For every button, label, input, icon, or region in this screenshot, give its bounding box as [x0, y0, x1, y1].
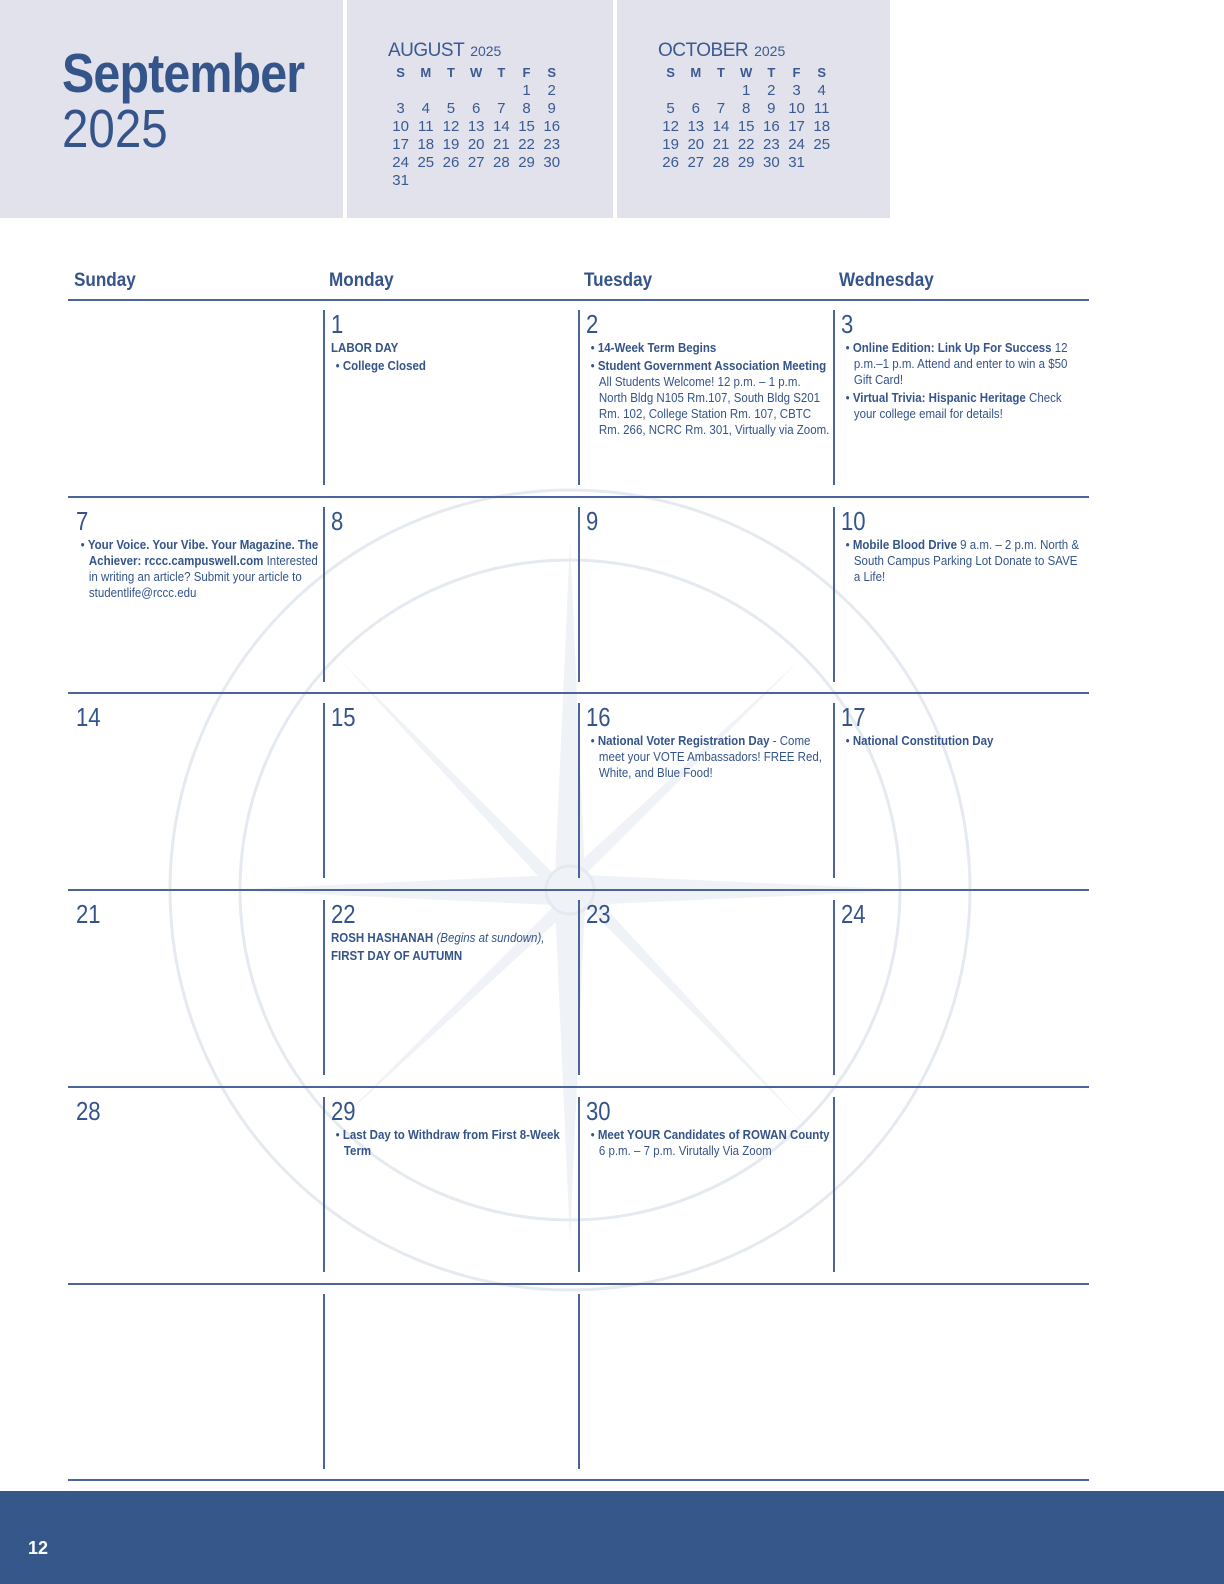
grid-divider: [68, 889, 1089, 891]
grid-column-divider: [323, 900, 325, 1075]
header-panel-month: [0, 0, 343, 218]
calendar-day-cell: [841, 703, 1086, 749]
calendar-day-cell: [76, 507, 321, 601]
bullet-icon: •: [845, 734, 853, 748]
mini-calendar-dow: M: [420, 65, 432, 80]
calendar-day-cell: [76, 900, 321, 930]
mini-calendar-day: 24: [392, 154, 409, 171]
mini-calendar-day: [708, 82, 733, 100]
grid-column-divider: [323, 1294, 325, 1469]
mini-calendar-day: 30: [543, 154, 561, 171]
grid-column-divider: [578, 703, 580, 878]
mini-calendar-year: 2025: [470, 43, 502, 59]
calendar-day-cell: [331, 310, 576, 374]
day-number: 17: [841, 702, 866, 732]
mini-calendar-day: 8: [741, 100, 751, 117]
day-number: 10: [841, 506, 866, 536]
mini-calendar-day: [658, 82, 683, 100]
calendar-day-cell: [841, 310, 1086, 422]
mini-calendar-day: 22: [737, 136, 755, 153]
bullet-icon: •: [335, 359, 343, 373]
grid-column-divider: [323, 1097, 325, 1272]
mini-calendar-day: 12: [662, 118, 679, 135]
event-title: Last Day to Withdraw from First 8-Week Term: [342, 1128, 560, 1158]
event-title: ROSH HASHANAH: [331, 931, 434, 945]
event-title: Online Edition: Link Up For Success: [852, 341, 1052, 355]
mini-calendar-day: 10: [392, 118, 409, 135]
day-number: 9: [586, 506, 599, 536]
mini-calendar-day: 9: [767, 100, 776, 117]
mini-calendar-day: 11: [417, 118, 434, 135]
grid-column-divider: [833, 310, 835, 485]
calendar-day-cell: [76, 703, 321, 733]
day-header-tuesday: Tuesday: [584, 270, 653, 291]
mini-calendar-day: 1: [522, 82, 531, 99]
day-number: 30: [586, 1096, 611, 1126]
grid-column-divider: [578, 507, 580, 682]
mini-calendar-day: 12: [442, 118, 460, 135]
page-number: 12: [28, 1538, 49, 1558]
mini-calendar-day: 19: [662, 136, 679, 153]
mini-calendar-day: 20: [687, 136, 705, 153]
day-number: 16: [586, 702, 611, 732]
mini-calendar-day: 21: [712, 136, 730, 153]
mini-calendar-day: 2: [547, 82, 556, 99]
grid-divider: [68, 1479, 1089, 1481]
calendar-event: [841, 537, 1085, 585]
mini-calendar-day: 5: [666, 100, 675, 117]
day-number: 15: [331, 702, 356, 732]
mini-calendar-dow: T: [446, 65, 455, 80]
mini-calendar-day: 29: [737, 154, 755, 171]
day-number: 14: [76, 702, 101, 732]
mini-calendar-day: 15: [518, 118, 535, 135]
grid-divider: [68, 1086, 1089, 1088]
mini-calendar-day: 29: [518, 154, 535, 171]
page-title-month: September: [62, 42, 305, 104]
mini-calendar-day: 18: [417, 136, 435, 153]
mini-calendar-day: [683, 82, 708, 100]
footer-bar: [0, 1491, 1224, 1584]
mini-calendar-day: 18: [813, 118, 831, 135]
event-details: All Students Welcome! 12 p.m. – 1 p.m. North Bldg N105 Rm.107, South Bldg S201 Rm. 102, College Station Rm. 107, CBTC Rm. 266, NCRC Rm. 301, Virtually via Zoom.: [598, 375, 830, 437]
event-title: Student Government Association Meeting: [597, 359, 827, 373]
event-title: National Voter Registration Day: [597, 734, 770, 748]
mini-calendar-day: 4: [817, 82, 826, 99]
mini-calendar-dow: S: [396, 65, 405, 80]
mini-calendar-dow: T: [767, 65, 776, 80]
mini-calendar-day: 21: [493, 136, 510, 153]
event-details: 9 a.m. – 2 p.m. North & South Campus Parking Lot Donate to SAVE a Life!: [853, 538, 1080, 584]
mini-calendar-day: 19: [442, 136, 460, 153]
mini-calendar-grid: [388, 64, 564, 190]
event-title: Virtual Trivia: Hispanic Heritage: [852, 391, 1026, 405]
mini-calendar-day: 10: [788, 100, 805, 117]
mini-calendar-day: 31: [788, 154, 805, 171]
mini-calendar-day: 15: [737, 118, 755, 135]
mini-calendar-month: AUGUST: [388, 40, 465, 61]
calendar-event: [586, 340, 830, 356]
event-details: Check your college email for details!: [853, 391, 1062, 421]
mini-calendar-day: 3: [792, 82, 801, 99]
grid-divider: [68, 1283, 1089, 1285]
grid-column-divider: [833, 703, 835, 878]
day-number: 28: [76, 1096, 101, 1126]
mini-calendar-day: 17: [788, 118, 805, 135]
mini-calendar-day: [388, 82, 413, 100]
mini-calendar-day: 6: [691, 100, 700, 117]
mini-calendar-day: 5: [446, 100, 456, 117]
grid-column-divider: [578, 310, 580, 485]
mini-calendar-day: 23: [543, 136, 561, 153]
mini-calendar-dow: F: [792, 65, 801, 80]
grid-divider: [68, 692, 1089, 694]
event-title: College Closed: [342, 359, 426, 373]
calendar-day-cell: [586, 900, 831, 930]
event-title: 14-Week Term Begins: [597, 341, 717, 355]
grid-divider: [68, 496, 1089, 498]
day-header-sunday: Sunday: [74, 270, 136, 291]
bullet-icon: •: [590, 341, 598, 355]
calendar-event: [331, 1127, 575, 1159]
event-note: (Begins at sundown),: [436, 931, 545, 945]
calendar-event: [331, 340, 575, 356]
calendar-day-cell: [586, 507, 831, 537]
calendar-day-cell: [841, 507, 1086, 585]
day-number: 1: [331, 309, 344, 339]
mini-calendar-day: 9: [547, 100, 556, 117]
mini-calendar-dow: T: [497, 65, 506, 80]
mini-calendar-dow: T: [716, 65, 725, 80]
day-number: 29: [331, 1096, 356, 1126]
grid-column-divider: [323, 310, 325, 485]
event-details: 6 p.m. – 7 p.m. Virutally Via Zoom: [598, 1144, 772, 1158]
calendar-event: [331, 930, 575, 946]
bullet-icon: •: [590, 1128, 598, 1142]
mini-calendar-day: 3: [396, 100, 405, 117]
calendar-event: [841, 733, 1085, 749]
bullet-icon: •: [845, 538, 853, 552]
mini-calendar-dow: F: [522, 65, 531, 80]
calendar-event: [331, 358, 575, 374]
day-number: 3: [841, 309, 854, 339]
grid-column-divider: [833, 507, 835, 682]
mini-calendar-day: 6: [471, 100, 481, 117]
mini-calendar-dow: S: [817, 65, 827, 80]
mini-calendar-day: 13: [687, 118, 705, 135]
mini-calendar-day: 2: [767, 82, 776, 99]
event-details: - Come meet your VOTE Ambassadors! FREE Red, White, and Blue Food!: [598, 734, 822, 780]
mini-calendar-day: 20: [467, 136, 485, 153]
calendar-day-cell: [331, 507, 576, 537]
grid-column-divider: [323, 703, 325, 878]
mini-calendar-day: 26: [442, 154, 460, 171]
bullet-icon: •: [80, 538, 88, 552]
day-number: 21: [76, 899, 101, 929]
calendar-day-cell: [586, 310, 831, 438]
calendar-event: [586, 1127, 830, 1159]
calendar-day-cell: [76, 310, 321, 312]
calendar-event: [841, 390, 1085, 422]
calendar-event: [586, 733, 830, 781]
mini-calendar-day: 28: [493, 154, 510, 171]
mini-calendar-title: [388, 40, 564, 64]
mini-calendar-october: [658, 40, 834, 172]
mini-calendar-day: 14: [493, 118, 510, 135]
event-title: LABOR DAY: [331, 341, 399, 355]
mini-calendar-day: 16: [763, 118, 780, 135]
mini-calendar-day: 1: [741, 82, 751, 99]
event-title: Mobile Blood Drive: [852, 538, 957, 552]
mini-calendar-day: 14: [712, 118, 730, 135]
grid-column-divider: [323, 507, 325, 682]
event-title: FIRST DAY OF AUTUMN: [331, 949, 463, 963]
mini-calendar-dow: W: [740, 65, 753, 80]
event-details: 12 p.m.–1 p.m. Attend and enter to win a $50 Gift Card!: [853, 341, 1068, 387]
day-number: 24: [841, 899, 866, 929]
calendar-event: [331, 948, 575, 964]
mini-calendar-day: 27: [687, 154, 705, 171]
mini-calendar-day: 4: [421, 100, 430, 117]
day-header-monday: Monday: [329, 270, 394, 291]
calendar-day-cell: [586, 703, 831, 781]
mini-calendar-day: [489, 82, 514, 100]
grid-column-divider: [578, 1294, 580, 1469]
bullet-icon: •: [335, 1128, 343, 1142]
calendar-event: [76, 537, 320, 601]
bullet-icon: •: [845, 391, 853, 405]
mini-calendar-day: 24: [788, 136, 805, 153]
event-details: Interested in writing an article? Submit your article to studentlife@rccc.edu: [88, 554, 318, 600]
calendar-day-cell: [841, 900, 1086, 930]
mini-calendar-title: [658, 40, 834, 64]
mini-calendar-dow: S: [547, 65, 557, 80]
mini-calendar-day: [413, 82, 438, 100]
mini-calendar-dow: W: [470, 65, 483, 80]
mini-calendar-year: 2025: [754, 43, 786, 59]
calendar-day-cell: [76, 1097, 321, 1127]
mini-calendar-day: 8: [522, 100, 531, 117]
mini-calendar-day: 27: [467, 154, 485, 171]
event-title: National Constitution Day: [852, 734, 994, 748]
bullet-icon: •: [590, 734, 598, 748]
mini-calendar-day: 26: [662, 154, 679, 171]
mini-calendar-day: 28: [712, 154, 730, 171]
grid-column-divider: [578, 1097, 580, 1272]
day-number: 2: [586, 309, 599, 339]
mini-calendar-day: 22: [518, 136, 535, 153]
grid-column-divider: [833, 1097, 835, 1272]
grid-divider: [68, 299, 1089, 301]
mini-calendar-day: 25: [417, 154, 435, 171]
mini-calendar-dow: M: [690, 65, 702, 80]
page-title-year: 2025: [62, 99, 168, 159]
mini-calendar-dow: S: [666, 65, 675, 80]
mini-calendar-day: 16: [543, 118, 561, 135]
mini-calendar-day: 13: [467, 118, 485, 135]
calendar-event: [586, 358, 830, 438]
grid-column-divider: [833, 900, 835, 1075]
grid-column-divider: [578, 900, 580, 1075]
calendar-day-cell: [586, 1097, 831, 1159]
day-header-wednesday: Wednesday: [839, 270, 934, 291]
calendar-day-cell: [331, 1097, 576, 1159]
event-title: Your Voice. Your Vibe. Your Magazine. The Achiever: rccc.campuswell.com: [87, 538, 319, 568]
mini-calendar-day: 7: [716, 100, 726, 117]
mini-calendar-day: [438, 82, 463, 100]
mini-calendar-day: 31: [392, 172, 409, 189]
day-number: 8: [331, 506, 344, 536]
mini-calendar-day: 30: [763, 154, 780, 171]
mini-calendar-day: 25: [813, 136, 831, 153]
event-title: Meet YOUR Candidates of ROWAN County: [597, 1128, 830, 1142]
bullet-icon: •: [590, 359, 598, 373]
day-number: 22: [331, 899, 356, 929]
calendar-day-cell: [331, 900, 576, 964]
mini-calendar-grid: [658, 64, 834, 172]
mini-calendar-day: 23: [763, 136, 780, 153]
day-number: 23: [586, 899, 611, 929]
calendar-event: [841, 340, 1085, 388]
mini-calendar-month: OCTOBER: [658, 40, 749, 61]
mini-calendar-day: 11: [813, 100, 830, 117]
mini-calendar-day: [464, 82, 489, 100]
day-number: 7: [76, 506, 89, 536]
calendar-day-cell: [841, 1097, 1086, 1099]
mini-calendar-day: 7: [497, 100, 506, 117]
mini-calendar-august: [388, 40, 564, 190]
bullet-icon: •: [845, 341, 853, 355]
mini-calendar-day: 17: [392, 136, 409, 153]
calendar-day-cell: [331, 703, 576, 733]
